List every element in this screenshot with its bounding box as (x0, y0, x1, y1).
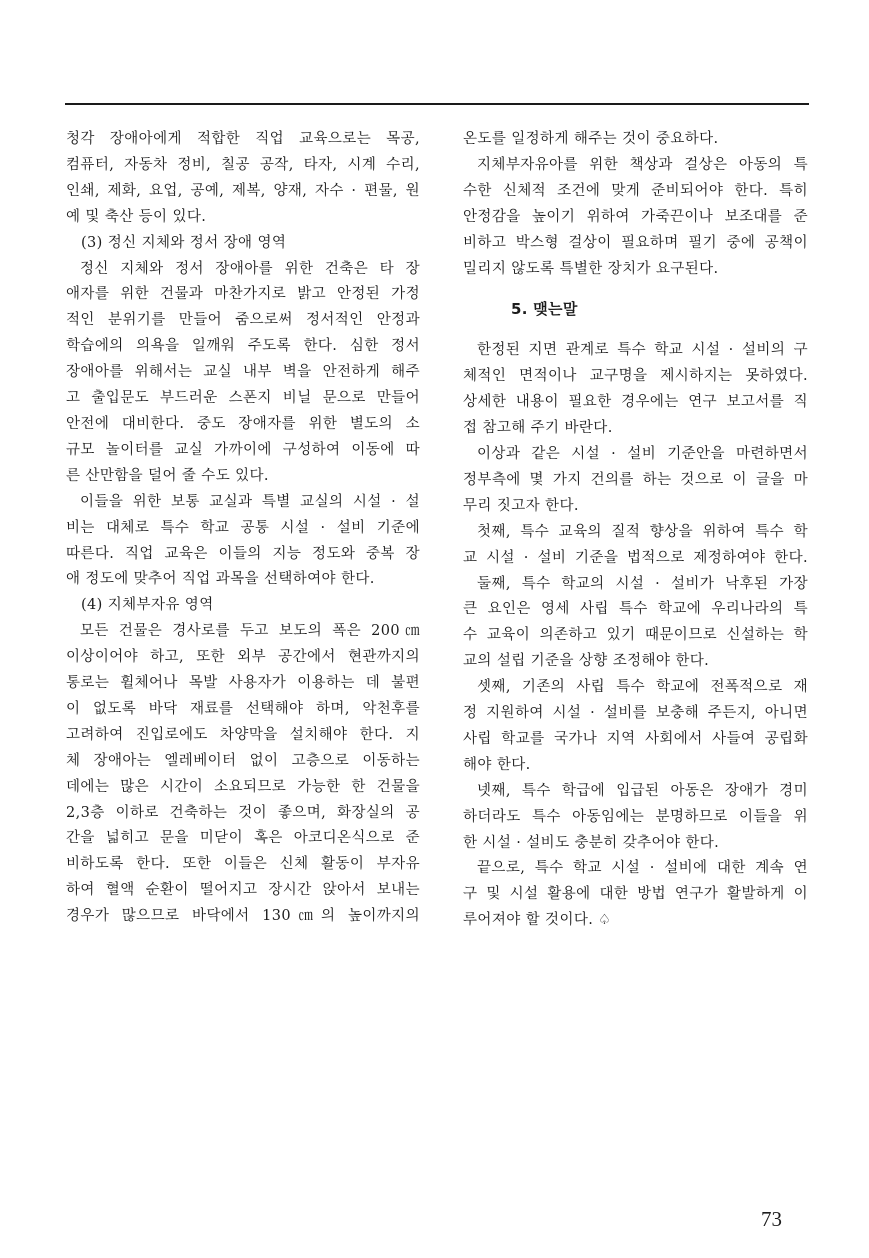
text-line: 안전에 대비한다. 중도 장애자를 위한 별도의 소 (66, 415, 420, 432)
section-heading: 5. 맺는말 (511, 300, 578, 319)
left-column (66, 127, 420, 930)
text-line: 2,3층 이하로 건축하는 것이 좋으며, 화장실의 공 (66, 804, 420, 821)
text-line: 규모 놀이터를 교실 가까이에 구성하여 이동에 따 (66, 441, 420, 458)
text-line: 른 산만함을 덜어 줄 수도 있다. (66, 467, 269, 484)
text-line: 데에는 많은 시간이 소요되므로 가능한 한 건물을 (66, 778, 420, 795)
text-line: 비는 대체로 특수 학교 공통 시설 · 설비 기준에 (66, 519, 420, 536)
text-line: 따른다. 직업 교육은 이들의 지능 정도와 중복 장 (66, 545, 420, 562)
final-line-text: 루어져야 할 것이다. (463, 912, 594, 929)
text-line: 한 시설 · 설비도 충분히 갖추어야 한다. (463, 834, 720, 851)
text-line: 넷째, 특수 학급에 입급된 아동은 장애가 경미 (477, 782, 808, 799)
right-column (463, 127, 808, 934)
header-rule (65, 103, 809, 105)
text-line: 수한 신체적 조건에 맞게 준비되어야 한다. 특히 (463, 182, 808, 199)
text-line: 비하도록 한다. 또한 이들은 신체 활동이 부자유 (66, 856, 420, 873)
text-line: 통로는 휠체어나 목발 사용자가 이용하는 데 불편 (66, 675, 420, 692)
end-mark-icon: ♤ (598, 912, 612, 929)
text-line: 체적인 면적이나 교구명을 제시하지는 못하였다. (463, 368, 808, 385)
page-number: 73 (761, 1207, 782, 1231)
text-line: 고 출입문도 부드러운 스폰지 비닐 문으로 만들어 (66, 390, 420, 407)
text-line: 장애아를 위해서는 교실 내부 벽을 안전하게 해주 (66, 364, 420, 381)
text-line: 이상이어야 하고, 또한 외부 공간에서 현관까지의 (66, 649, 420, 666)
text-line: 인쇄, 제화, 요업, 공예, 제복, 양재, 자수 · 편물, 원 (66, 182, 420, 199)
text-line: 예 및 축산 등이 있다. (66, 208, 207, 225)
text-line: 비하고 박스형 걸상이 필요하며 필기 중에 공책이 (463, 234, 808, 251)
text-line: 하더라도 특수 아동임에는 분명하므로 이들을 위 (463, 808, 808, 825)
text-line: 하여 혈액 순환이 떨어지고 장시간 앉아서 보내는 (66, 882, 420, 899)
text-line: 셋째, 기존의 사립 특수 학교에 전폭적으로 재 (477, 679, 808, 696)
text-line: 지체부자유아를 위한 책상과 걸상은 아동의 특 (477, 156, 808, 173)
text-line: 큰 요인은 영세 사립 특수 학교에 우리나라의 특 (463, 601, 808, 618)
text-line: 교의 설립 기준을 상향 조정해야 한다. (463, 653, 710, 670)
text-line: 온도를 일정하게 해주는 것이 중요하다. (463, 131, 719, 147)
subsection-heading: (4) 지체부자유 영역 (81, 597, 214, 614)
text-line: 둘째, 특수 학교의 시설 · 설비가 낙후된 가장 (477, 575, 808, 592)
text-line: 상세한 내용이 필요한 경우에는 연구 보고서를 직 (463, 394, 808, 411)
text-line: 정부측에 몇 가지 건의를 하는 것으로 이 글을 마 (463, 471, 808, 488)
text-line: 애자를 위한 건물과 마찬가지로 밝고 안정된 가정 (66, 286, 420, 303)
text-line: 고려하여 진입로에도 차양막을 설치해야 한다. 지 (66, 726, 420, 743)
text-line: 무리 짓고자 한다. (463, 497, 579, 514)
text-line: 학습에의 의욕을 일깨워 주도록 한다. 심한 정서 (66, 338, 420, 355)
text-line: 정 지원하여 시설 · 설비를 보충해 주든지, 아니면 (463, 705, 808, 722)
text-line: 모든 건물은 경사로를 두고 보도의 폭은 200㎝ (80, 623, 420, 640)
text-line: 안정감을 높이기 위하여 가죽끈이나 보조대를 준 (463, 208, 808, 225)
text-line: 밀리지 않도록 특별한 장치가 요구된다. (463, 260, 719, 277)
subsection-heading: (3) 정신 지체와 정서 장애 영역 (81, 234, 287, 251)
text-line: 경우가 많으므로 바닥에서 130㎝의 높이까지의 (66, 908, 420, 925)
text-line: 정신 지체와 정서 장애아를 위한 건축은 타 장 (80, 260, 420, 277)
text-line: 끝으로, 특수 학교 시설 · 설비에 대한 계속 연 (477, 860, 808, 877)
text-line: 한정된 지면 관계로 특수 학교 시설 · 설비의 구 (477, 342, 808, 359)
text-line: 간을 넓히고 문을 미닫이 혹은 아코디온식으로 준 (66, 830, 420, 847)
text-line: 적인 분위기를 만들어 줌으로써 정서적인 안정과 (66, 312, 420, 329)
text-line: 첫째, 특수 교육의 질적 향상을 위하여 특수 학 (477, 523, 808, 540)
text-line: 사립 학교를 국가나 지역 사회에서 사들여 공립화 (463, 730, 808, 747)
text-line: 구 및 시설 활용에 대한 방법 연구가 활발하게 이 (463, 886, 808, 903)
text-line: 컴퓨터, 자동차 정비, 칠공 공작, 타자, 시계 수리, (66, 156, 420, 173)
text-line: 수 교육이 의존하고 있기 때문이므로 신설하는 학 (463, 627, 808, 644)
text-line: 애 정도에 맞추어 직업 과목을 선택하여야 한다. (66, 571, 375, 588)
text-line: 체 장애아는 엘레베이터 없이 고층으로 이동하는 (66, 752, 420, 769)
text-line: 접 참고해 주기 바란다. (463, 420, 613, 437)
text-line: 해야 한다. (463, 756, 531, 773)
text-line-final (463, 908, 808, 934)
text-line: 이들을 위한 보통 교실과 특별 교실의 시설 · 설 (80, 493, 420, 510)
text-line: 이 없도록 바닥 재료를 선택해야 하며, 악천후를 (66, 700, 420, 717)
text-line: 청각 장애아에게 적합한 직업 교육으로는 목공, (66, 131, 420, 147)
text-line: 교 시설 · 설비 기준을 법적으로 제정하여야 한다. (463, 549, 808, 566)
text-line: 이상과 같은 시설 · 설비 기준안을 마련하면서 (477, 445, 808, 462)
